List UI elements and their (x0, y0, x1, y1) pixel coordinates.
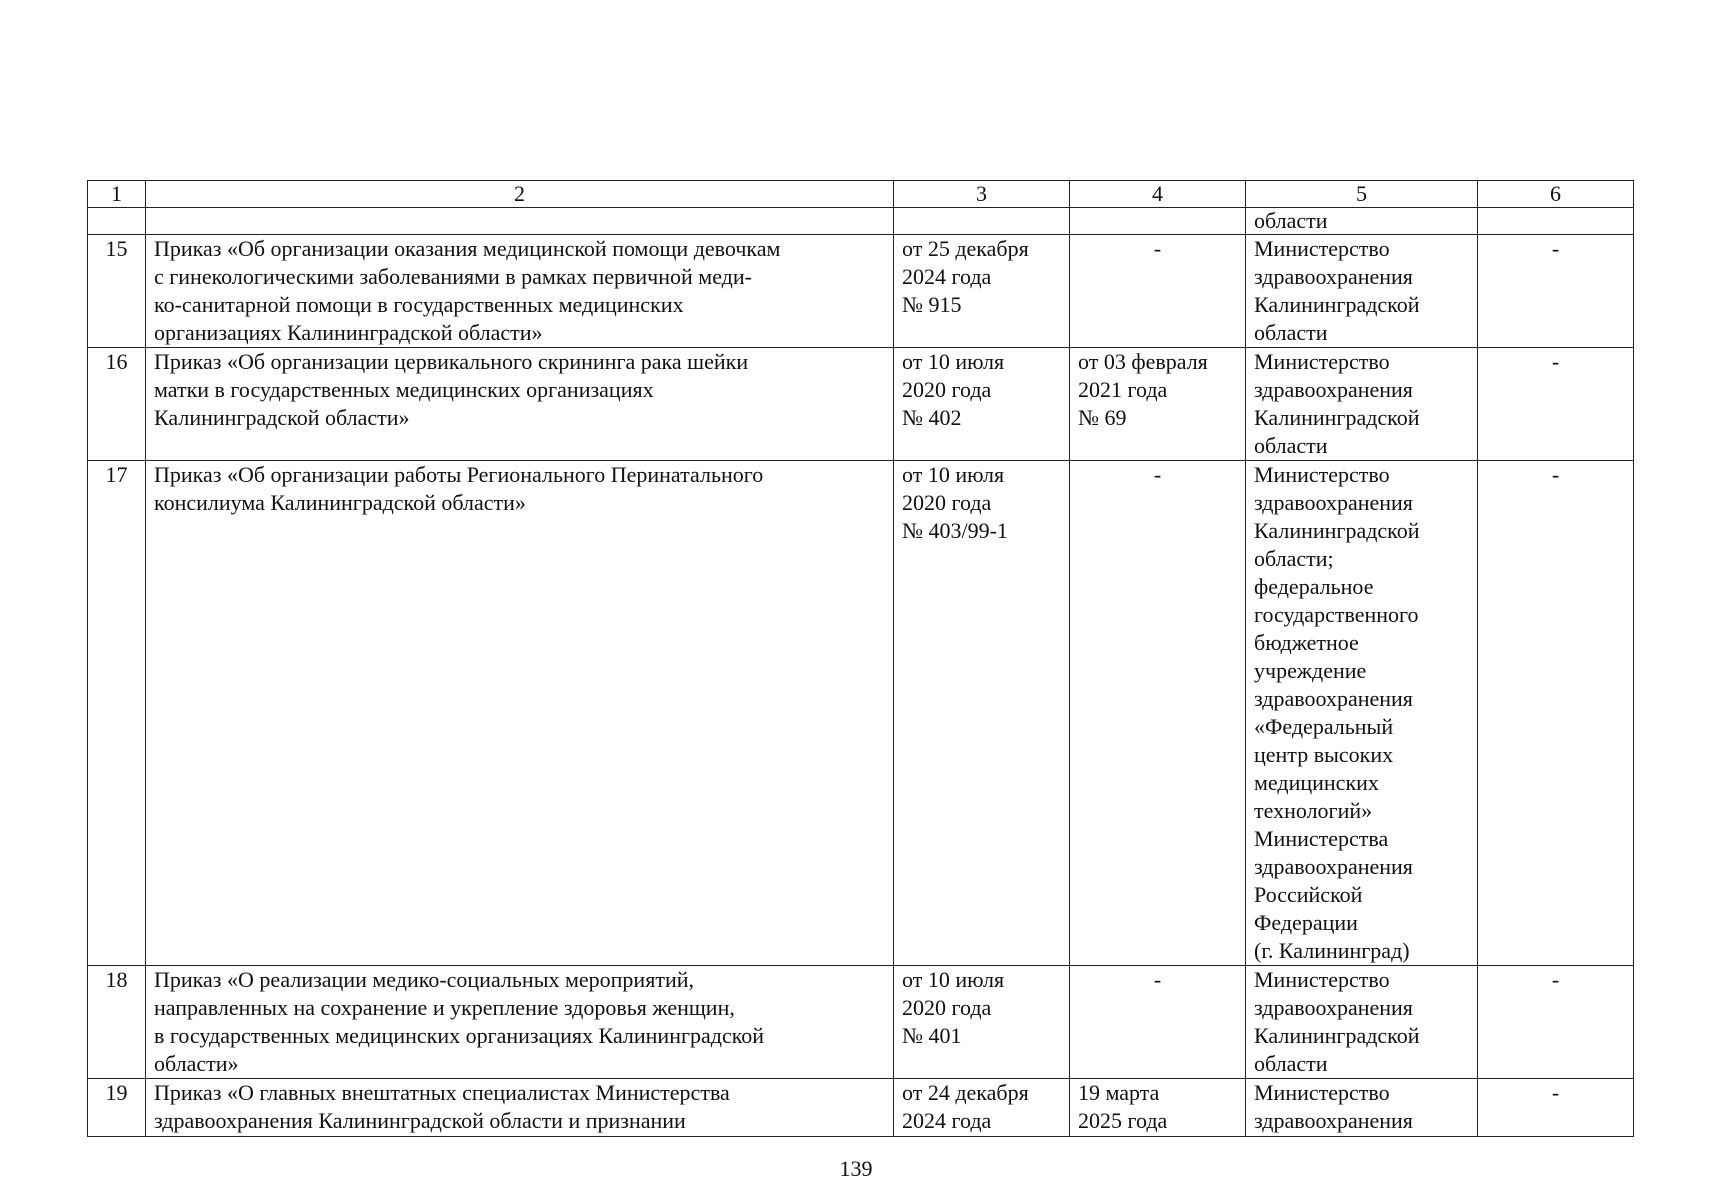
title-line: Приказ «О реализации медико-социальных мероприятий, (154, 967, 694, 992)
document-title (146, 966, 894, 1079)
document-executor (1246, 235, 1478, 348)
executor-line: Калининградской (1254, 1023, 1420, 1048)
document-date (894, 461, 1070, 966)
column-number-5: 5 (1246, 181, 1478, 208)
executor-line: Министерство (1254, 236, 1390, 261)
executor-line: Калининградской (1254, 518, 1420, 543)
table-row (88, 348, 1634, 461)
changes-line: 2021 года (1078, 377, 1168, 402)
executor-line: Министерство (1254, 967, 1390, 992)
date-line: № 403/99-1 (902, 518, 1008, 543)
executor-line: центр высоких (1254, 742, 1394, 767)
table-row (88, 235, 1634, 348)
title-line: области» (154, 1051, 239, 1076)
cont-cell-6 (1478, 208, 1634, 235)
row-number: 19 (88, 1079, 146, 1137)
column-6-value: - (1478, 966, 1634, 1079)
executor-line: здравоохранения (1254, 1108, 1413, 1133)
changes-line: 19 марта (1078, 1080, 1160, 1105)
cont-cell-2 (146, 208, 894, 235)
executor-line: Российской (1254, 882, 1363, 907)
title-line: в государственных медицинских организациях Калининградской (154, 1023, 765, 1048)
date-line: № 401 (902, 1023, 962, 1048)
executor-line: учреждение (1254, 658, 1367, 683)
executor-line: здравоохранения (1254, 854, 1413, 879)
document-title (146, 235, 894, 348)
table-row (88, 461, 1634, 966)
changes-line: 2025 года (1078, 1108, 1168, 1133)
executor-line: Калининградской (1254, 292, 1420, 317)
title-line: организациях Калининградской области» (154, 320, 543, 345)
document-changes (1070, 348, 1246, 461)
title-line: здравоохранения Калининградской области и признании (154, 1108, 686, 1133)
date-line: 2020 года (902, 995, 992, 1020)
executor-line: Федерации (1254, 910, 1358, 935)
changes-line: от 03 февраля (1078, 349, 1208, 374)
row-number: 15 (88, 235, 146, 348)
title-line: Калининградской области» (154, 405, 410, 430)
executor-line: Министерство (1254, 1080, 1390, 1105)
document-executor (1246, 1079, 1478, 1137)
executor-line: федеральное (1254, 574, 1374, 599)
title-line: Приказ «О главных внештатных специалистах Министерства (154, 1080, 730, 1105)
title-line: консилиума Калининградской области» (154, 490, 526, 515)
date-line: от 10 июля (902, 349, 1005, 374)
date-line: № 402 (902, 405, 962, 430)
document-executor (1246, 348, 1478, 461)
column-numbers-row (88, 181, 1634, 208)
column-number-1: 1 (88, 181, 146, 208)
document-changes (1070, 1079, 1246, 1137)
column-number-2: 2 (146, 181, 894, 208)
column-6-value: - (1478, 235, 1634, 348)
document-executor (1246, 461, 1478, 966)
cont-cell-3 (894, 208, 1070, 235)
document-date (894, 235, 1070, 348)
document-date (894, 348, 1070, 461)
document-changes (1070, 966, 1246, 1079)
changes-line: - (1153, 462, 1162, 487)
date-line: от 24 декабря (902, 1080, 1029, 1105)
executor-line: здравоохранения (1254, 490, 1413, 515)
date-line: от 25 декабря (902, 236, 1029, 261)
row-number: 16 (88, 348, 146, 461)
executor-line: области; (1254, 546, 1334, 571)
date-line: 2024 года (902, 264, 992, 289)
column-number-6: 6 (1478, 181, 1634, 208)
column-number-3: 3 (894, 181, 1070, 208)
column-6-value: - (1478, 461, 1634, 966)
date-line: 2024 года (902, 1108, 992, 1133)
executor-line: медицинских (1254, 770, 1379, 795)
changes-line: - (1153, 236, 1162, 261)
page-number: 139 (839, 1156, 873, 1181)
executor-line: здравоохранения (1254, 686, 1413, 711)
title-line: Приказ «Об организации работы Регионального Перинатального (154, 462, 764, 487)
executor-line: (г. Калининград) (1254, 938, 1410, 963)
executor-line: «Федеральный (1254, 714, 1394, 739)
document-changes (1070, 461, 1246, 966)
column-number-4: 4 (1070, 181, 1246, 208)
executor-line: здравоохранения (1254, 995, 1413, 1020)
document-title (146, 461, 894, 966)
changes-line: - (1153, 967, 1162, 992)
executor-line: Министерство (1254, 349, 1390, 374)
executor-line: технологий» (1254, 798, 1373, 823)
title-line: с гинекологическими заболеваниями в рамках первичной меди- (154, 264, 752, 289)
row-number: 17 (88, 461, 146, 966)
date-line: от 10 июля (902, 462, 1005, 487)
column-6-value: - (1478, 348, 1634, 461)
cont-cell-1 (88, 208, 146, 235)
document-date (894, 1079, 1070, 1137)
executor-line: области (1254, 1051, 1328, 1076)
registry-table (87, 180, 1634, 1137)
executor-line: государственного (1254, 602, 1419, 627)
table-row (88, 966, 1634, 1079)
date-line: от 10 июля (902, 967, 1005, 992)
executor-line: Министерства (1254, 826, 1389, 851)
executor-line: области (1254, 433, 1328, 458)
table-row (88, 1079, 1634, 1137)
executor-line: Министерство (1254, 462, 1390, 487)
column-6-value: - (1478, 1079, 1634, 1137)
date-line: № 915 (902, 292, 962, 317)
changes-line: № 69 (1078, 405, 1127, 430)
executor-line: бюджетное (1254, 630, 1359, 655)
cont-cell-4 (1070, 208, 1246, 235)
document-title (146, 1079, 894, 1137)
document-date (894, 966, 1070, 1079)
executor-line: здравоохранения (1254, 377, 1413, 402)
executor-line: здравоохранения (1254, 264, 1413, 289)
date-line: 2020 года (902, 377, 992, 402)
row-number: 18 (88, 966, 146, 1079)
executor-line: Калининградской (1254, 405, 1420, 430)
date-line: 2020 года (902, 490, 992, 515)
executor-line: области (1254, 320, 1328, 345)
title-line: Приказ «Об организации цервикального скрининга рака шейки (154, 349, 749, 374)
title-line: Приказ «Об организации оказания медицинской помощи девочкам (154, 236, 781, 261)
title-line: направленных на сохранение и укрепление здоровья женщин, (154, 995, 735, 1020)
document-title (146, 348, 894, 461)
cont-executor: области (1246, 208, 1478, 235)
document-changes (1070, 235, 1246, 348)
document-executor (1246, 966, 1478, 1079)
title-line: ко-санитарной помощи в государственных медицинских (154, 292, 684, 317)
continuation-row (88, 208, 1634, 235)
title-line: матки в государственных медицинских организациях (154, 377, 654, 402)
